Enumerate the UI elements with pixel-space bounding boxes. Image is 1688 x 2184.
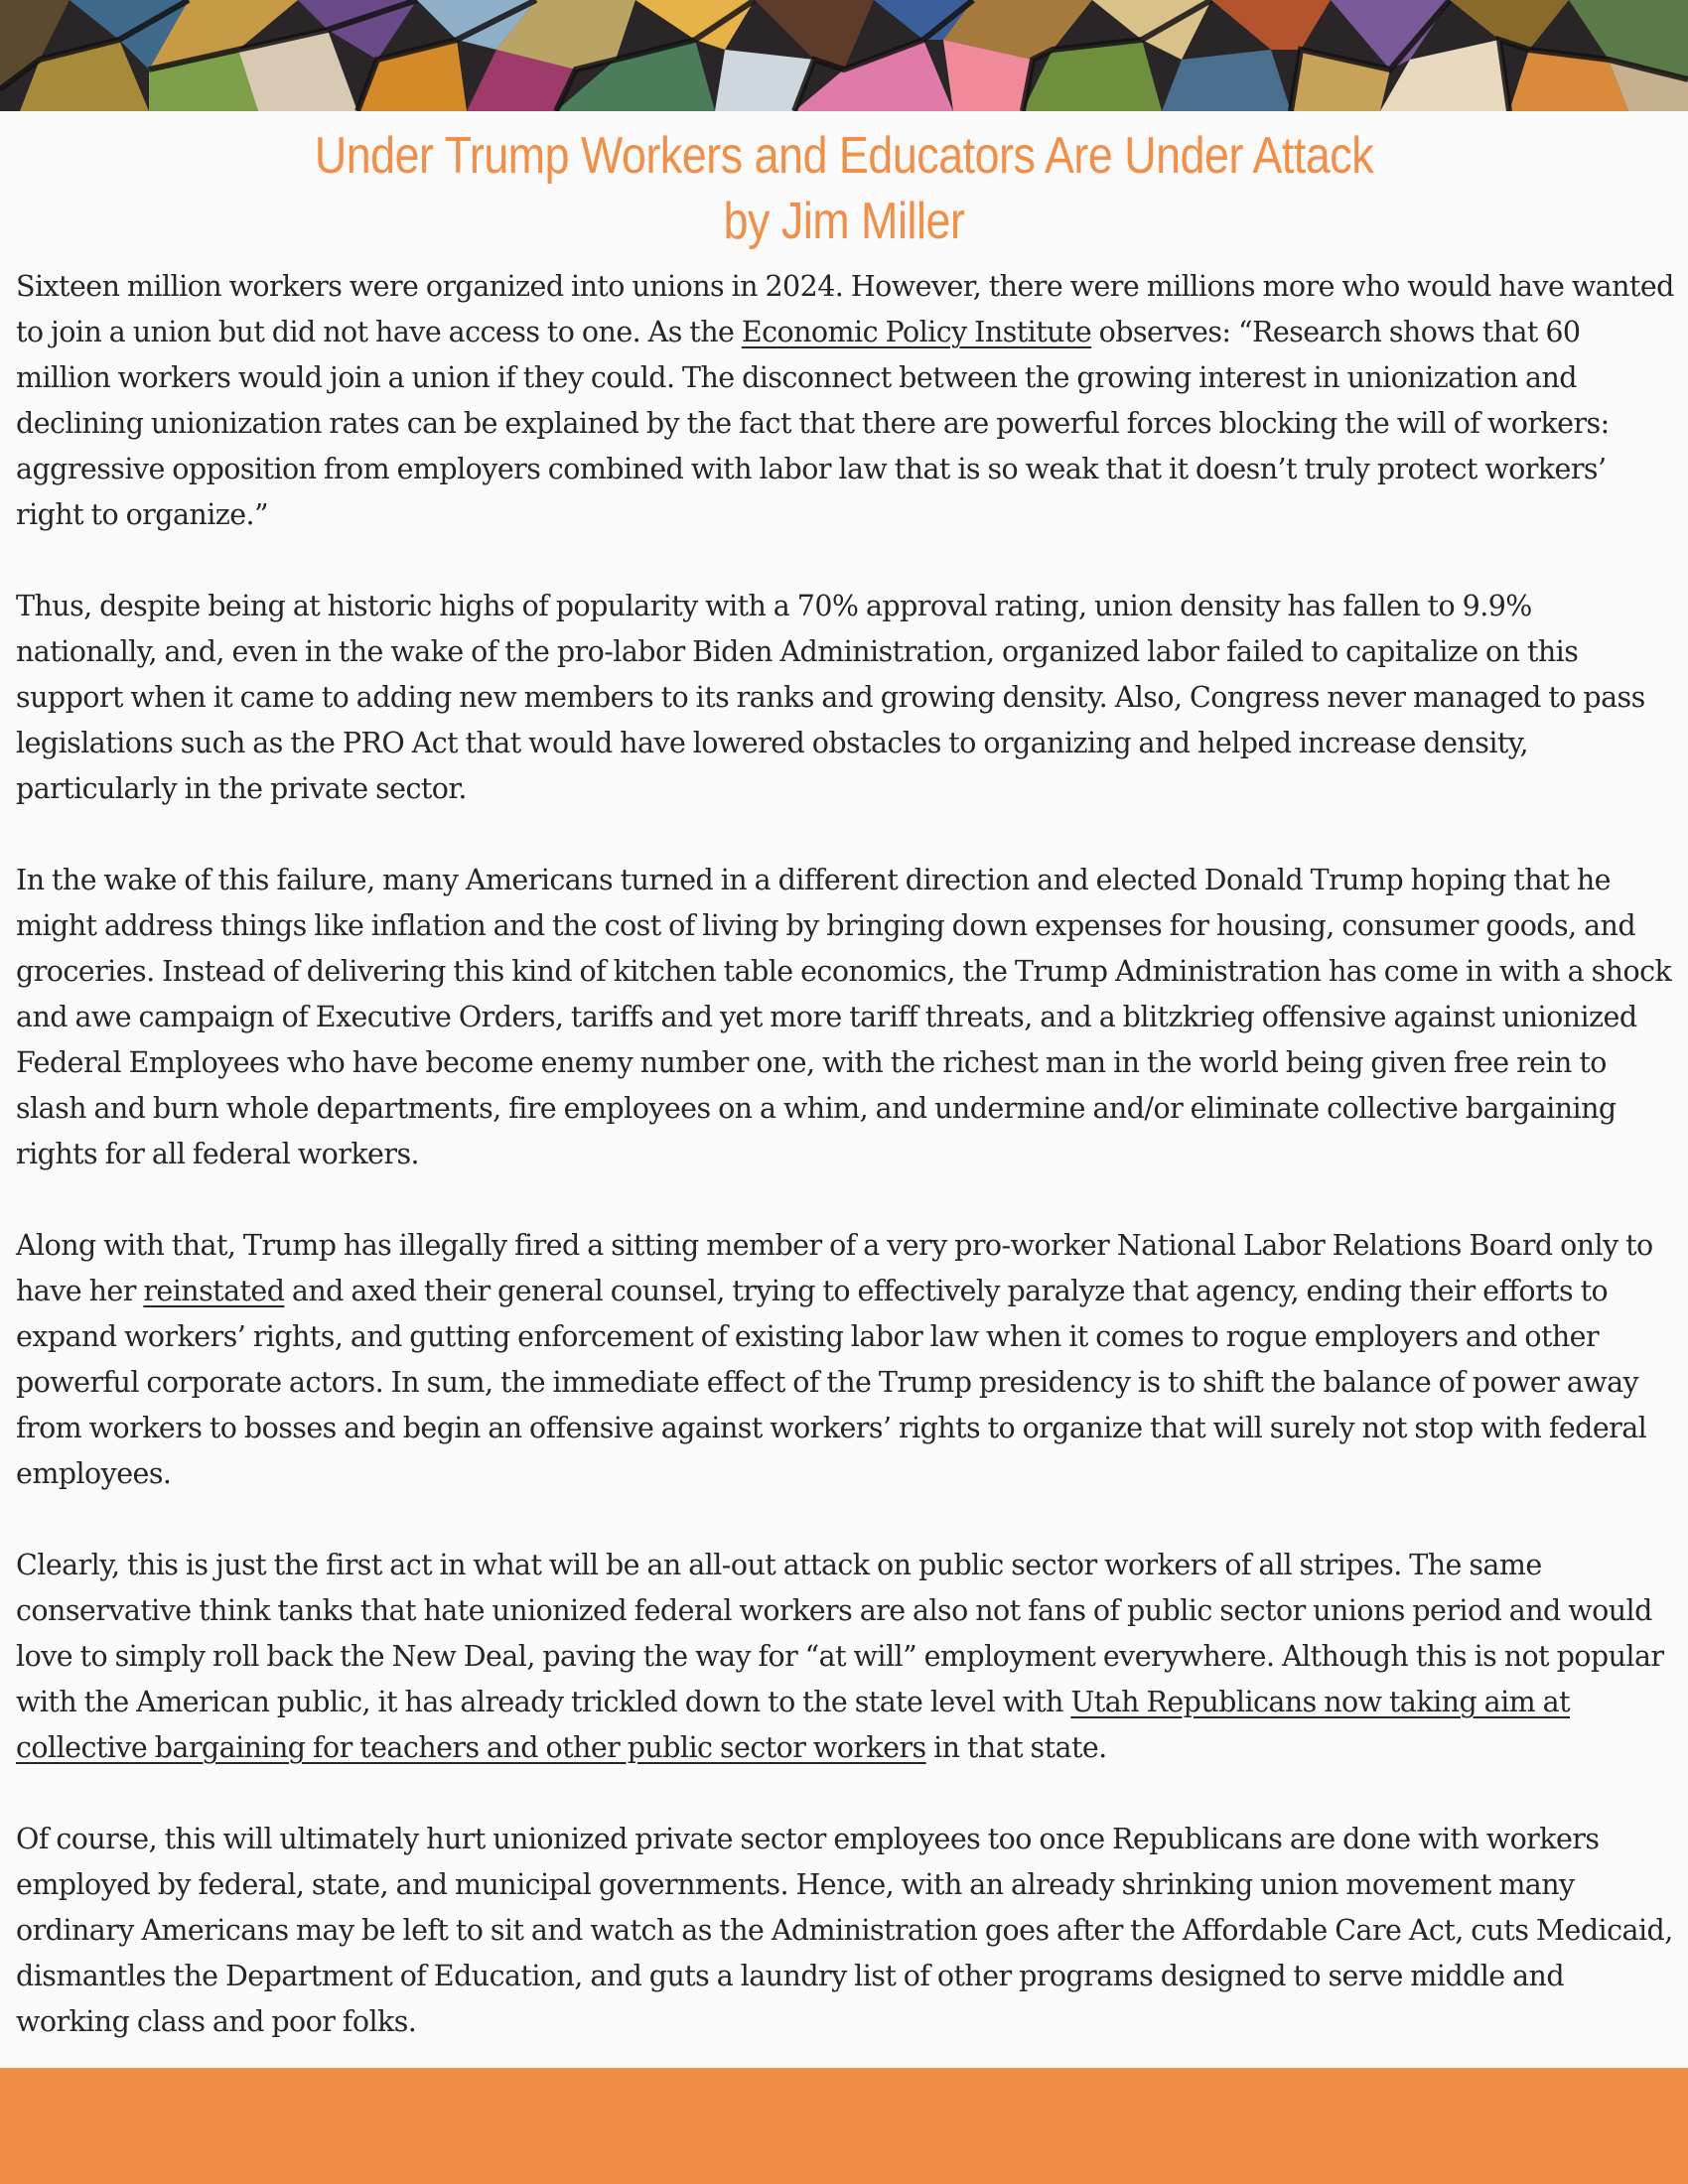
paragraph-1: Sixteen million workers were organized into unions in 2024. However, there were millions more who would have wanted to join a union but did not have access to one. As the Economic Policy Institute observes: “Research shows that 60 million workers would join a union if they could. The disconnect between the growing interest in unionization and declining unionization rates can be explained by the fact that there are powerful forces blocking the will of workers: aggressive opposition from employers combined with labor law that is so weak that it doesn’t truly protect workers’ right to organize.” <box>16 270 1674 531</box>
footer-bar <box>0 2068 1688 2184</box>
paragraph-3: In the wake of this failure, many Americans turned in a different direction and elected Donald Trump hoping that he might address things like inflation and the cost of living by bringing down expenses for housing, consumer goods, and groceries. Instead of delivering this kind of kitchen table economics, the Trump Administration has come in with a shock and awe campaign of Executive Orders, tariffs and yet more tariff threats, and a blitzkrieg offensive against unionized Federal Employees who have become enemy number one, with the richest man in the world being given free rein to slash and burn whole departments, fire employees on a whim, and undermine and/or eliminate collective bargaining rights for all federal workers. <box>16 864 1672 1170</box>
paragraph-2: Thus, despite being at historic highs of popularity with a 70% approval rating, union density has fallen to 9.9% nationally, and, even in the wake of the pro-labor Biden Administration, organized labor failed to capitalize on this support when it came to adding new members to its ranks and growing density. Also, Congress never managed to pass legislations such as the PRO Act that would have lowered obstacles to organizing and helped increase density, particularly in the private sector. <box>16 590 1645 805</box>
abstract-art-banner <box>0 0 1688 111</box>
economic-policy-institute-link[interactable]: Economic Policy Institute <box>741 316 1092 348</box>
article-body <box>16 264 1676 2091</box>
article-title: Under Trump Workers and Educators Are Under Attack <box>314 127 1374 185</box>
article-byline: by Jim Miller <box>723 193 965 250</box>
paragraph-6: Of course, this will ultimately hurt unionized private sector employees too once Republicans are done with workers employed by federal, state, and municipal governments. Hence, with an already shrinking union movement many ordinary Americans may be left to sit and watch as the Administration goes after the Affordable Care Act, cuts Medicaid, dismantles the Department of Education, and guts a laundry list of other programs designed to serve middle and working class and poor folks. <box>16 1823 1673 2038</box>
article-header <box>118 123 1570 254</box>
paragraph-5: Clearly, this is just the first act in what will be an all-out attack on public sector workers of all stripes. The same conservative think tanks that hate unionized federal workers are also not fans of public sector unions period and would love to simply roll back the New Deal, paving the way for “at will” employment everywhere. Although this is not popular with the American public, it has already trickled down to the state level with Utah Republicans now taking aim at collective bargaining for teachers and other public sector workers in that state. <box>16 1549 1664 1764</box>
utah-republicans-link[interactable]: Utah Republicans now taking aim at collective bargaining for teachers and other public sector workers <box>16 1686 1570 1764</box>
reinstated-link[interactable]: reinstated <box>143 1275 285 1307</box>
paragraph-4: Along with that, Trump has illegally fired a sitting member of a very pro-worker National Labor Relations Board only to have her reinstated and axed their general counsel, trying to effectively paralyze that agency, ending their efforts to expand workers’ rights, and gutting enforcement of existing labor law when it comes to rogue employers and other powerful corporate actors. In sum, the immediate effect of the Trump presidency is to shift the balance of power away from workers to bosses and begin an offensive against workers’ rights to organize that will surely not stop with federal employees. <box>16 1229 1653 1490</box>
banner-artwork <box>0 0 1688 111</box>
